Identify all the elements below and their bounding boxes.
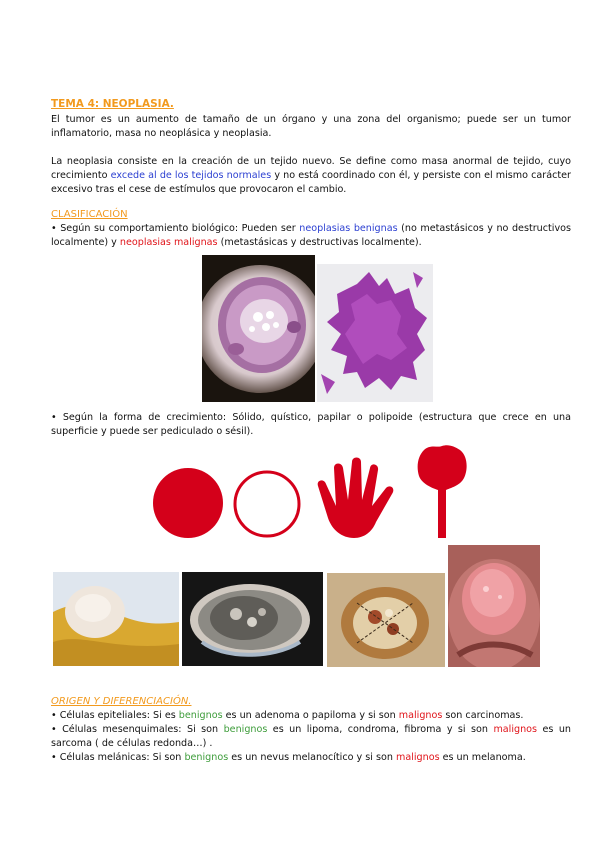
b1-text-c: (metastásicas y destructivas localmente). (217, 237, 422, 248)
histology-benign-image (202, 255, 315, 402)
origen-line-3 (51, 751, 571, 765)
clasificacion-bullet-1 (51, 222, 571, 250)
l2-text-a: • Células mesenquimales: Si son (51, 724, 224, 735)
section-heading-origen: ORIGEN Y DIFERENCIACIÓN. (51, 696, 192, 707)
l3-text-c: es un melanoma. (439, 752, 526, 763)
l1-text-c: son carcinomas. (442, 710, 524, 721)
b1-text-b: (no metastásicos y no destructivos localmente) y (51, 223, 571, 248)
solid-growth-icon (150, 465, 226, 541)
cystic-tumor-photo (182, 572, 323, 666)
origen-line-1 (51, 709, 571, 723)
histology-malignant-image (317, 264, 433, 402)
section-heading-clasificacion: CLASIFICACIÓN (51, 209, 128, 220)
l1-malign: malignos (398, 710, 443, 721)
cystic-growth-icon (232, 469, 302, 539)
l3-benign: benignos (184, 752, 229, 763)
b1-benign: neoplasias benignas (299, 223, 398, 234)
intro-paragraph-2 (51, 155, 571, 197)
l2-text-c: es un sarcoma ( de células redonda…) . (51, 724, 572, 749)
clasificacion-bullet-2: • Según la forma de crecimiento: Sólido, quístico, papilar o polipoide (estructura que crece en una superficie y puede ser pediculado o sésil). (51, 412, 571, 437)
b1-malign: neoplasias malignas (119, 237, 218, 248)
l1-text-b: es un adenoma o papiloma y si son (222, 710, 399, 721)
solid-tumor-photo (53, 572, 179, 666)
intro-text-2a: La neoplasia consiste en la creación de un tejido nuevo. Se define como masa anormal de tejido, cuyo crecimiento (51, 156, 571, 181)
l1-text-a: • Células epiteliales: Si es (51, 710, 179, 721)
b1-text-a: • Según su comportamiento biológico: Pueden ser (51, 223, 300, 234)
page-title: TEMA 4: NEOPLASIA. (51, 98, 174, 110)
intro-paragraph-1 (51, 113, 571, 141)
intro-highlight: excede al de los tejidos normales (110, 170, 272, 181)
l3-malign: malignos (395, 752, 440, 763)
l3-text-b: es un nevus melanocítico y si son (228, 752, 396, 763)
papillary-tumor-photo (327, 573, 445, 667)
papillary-growth-icon (314, 456, 398, 540)
l3-text-a: • Células melánicas: Si son (51, 752, 185, 763)
polypoid-tumor-photo (448, 545, 540, 667)
l2-malign: malignos (493, 724, 538, 735)
intro-text-1: El tumor es un aumento de tamaño de un órgano y una zona del organismo; puede ser un tumor inflamatorio, masa no neoplásica y neoplasia. (51, 114, 571, 139)
l2-text-b: es un lipoma, condroma, fibroma y si son (267, 724, 494, 735)
intro-text-2b: y no está coordinado con él, y persiste con el mismo carácter excesivo tras el cese de estímulos que provocaron el cambio. (51, 170, 572, 195)
l2-benign: benignos (223, 724, 268, 735)
polypoid-growth-icon (414, 444, 470, 540)
l1-benign: benignos (178, 710, 223, 721)
origen-line-2 (51, 723, 571, 751)
